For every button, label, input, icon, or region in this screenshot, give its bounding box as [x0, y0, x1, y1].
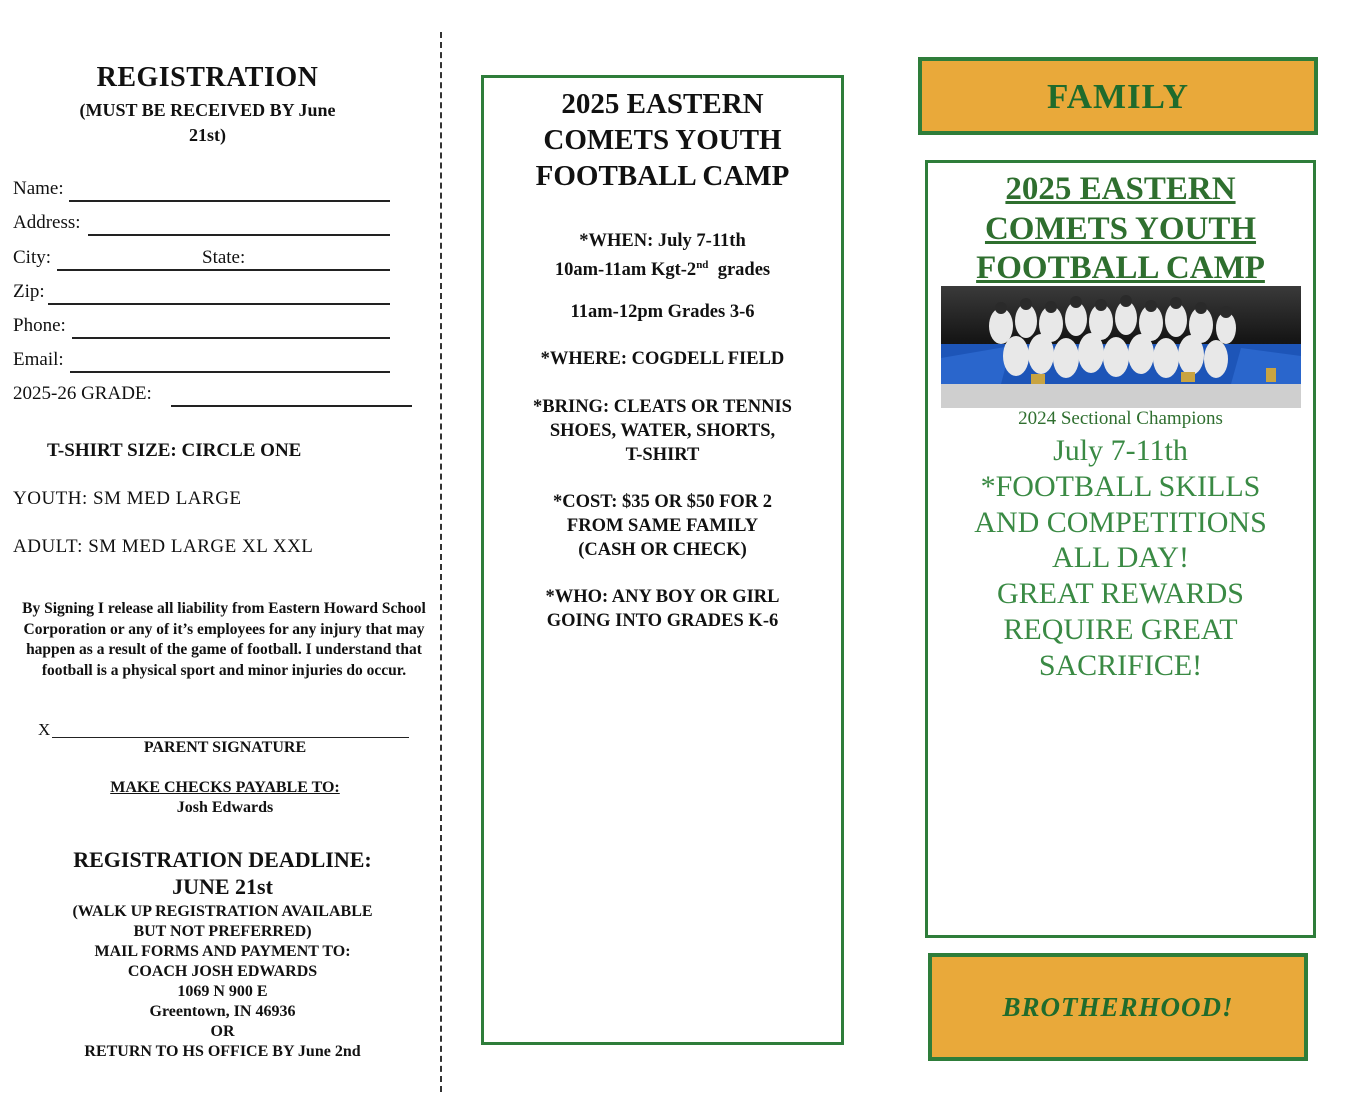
where-info: *WHERE: COGDELL FIELD	[540, 349, 785, 369]
phone-line	[72, 337, 390, 339]
mail-line: (WALK UP REGISTRATION AVAILABLE	[72, 903, 373, 920]
mail-line: BUT NOT PREFERRED)	[133, 923, 312, 940]
liability-waiver: By Signing I release all liability from Eastern Howard School Corporation or any of it’s employees for any injury that may happen as a result of the game of football. I understand that football is a physical sport and minor injuries do occur.	[22, 600, 426, 679]
registration-subtitle: (MUST BE RECEIVED BY June 21st)	[79, 100, 336, 145]
fold-divider	[440, 32, 442, 1092]
city-state-field[interactable]	[13, 245, 391, 271]
address-field[interactable]	[13, 210, 391, 236]
youth-sizes: YOUTH: SM MED LARGE	[13, 488, 242, 509]
phone-label: Phone:	[13, 315, 66, 336]
address-label: Address:	[13, 212, 81, 233]
city-line	[57, 269, 390, 271]
email-label: Email:	[13, 349, 64, 370]
tshirt-size-heading: T-SHIRT SIZE: CIRCLE ONE	[47, 440, 302, 461]
address-line	[88, 234, 390, 236]
grade-label: 2025-26 GRADE:	[13, 383, 152, 404]
name-label: Name:	[13, 178, 64, 199]
mail-line: 1069 N 900 E	[177, 983, 268, 1000]
signature-line[interactable]	[52, 737, 409, 738]
email-field[interactable]	[13, 347, 391, 373]
mail-line: COACH JOSH EDWARDS	[127, 963, 318, 980]
camp-details-title: 2025 EASTERN COMETS YOUTH FOOTBALL CAMP	[535, 88, 790, 192]
bring-info: *BRING: CLEATS OR TENNIS SHOES, WATER, SHORTS, T-SHIRT	[533, 397, 792, 465]
phone-field[interactable]	[13, 313, 391, 339]
registration-title: REGISTRATION	[96, 62, 319, 93]
mail-instructions	[20, 902, 425, 1062]
name-field[interactable]	[13, 176, 391, 202]
mail-line: Greentown, IN 46936	[149, 1003, 296, 1020]
mail-line: RETURN TO HS OFFICE BY June 2nd	[84, 1043, 361, 1060]
brotherhood-banner: BROTHERHOOD!	[928, 953, 1308, 1061]
cost-info: *COST: $35 OR $50 FOR 2 FROM SAME FAMILY (CASH OR CHECK)	[552, 492, 773, 560]
checks-payable-name: Josh Edwards	[176, 799, 274, 816]
photo-caption: 2024 Sectional Champions	[1018, 408, 1223, 429]
signature-x: X	[38, 720, 51, 739]
who-info: *WHO: ANY BOY OR GIRL GOING INTO GRADES K-6	[545, 587, 780, 631]
parent-signature-label: PARENT SIGNATURE	[143, 739, 307, 756]
registration-deadline: REGISTRATION DEADLINE: JUNE 21st	[73, 847, 372, 899]
grade-line	[171, 405, 412, 407]
family-banner: FAMILY	[918, 57, 1318, 135]
adult-sizes: ADULT: SM MED LARGE XL XXL	[13, 536, 314, 557]
zip-label: Zip:	[13, 281, 45, 302]
zip-line	[48, 303, 390, 305]
mail-line: OR	[210, 1023, 235, 1040]
camp-cover-text: July 7-11th *FOOTBALL SKILLS AND COMPETITIONS ALL DAY! GREAT REWARDS REQUIRE GREAT SACRIFICE!	[974, 434, 1267, 682]
grade-field[interactable]	[13, 381, 413, 407]
name-line	[69, 200, 390, 202]
team-photo	[941, 286, 1301, 408]
state-label: State:	[202, 247, 246, 268]
zip-field[interactable]	[13, 279, 391, 305]
camp-cover-title: 2025 EASTERN COMETS YOUTH FOOTBALL CAMP	[976, 171, 1265, 286]
when-grades-3-6: 11am-12pm Grades 3-6	[570, 302, 755, 322]
mail-line: MAIL FORMS AND PAYMENT TO:	[94, 943, 351, 960]
checks-payable-heading: MAKE CHECKS PAYABLE TO:	[110, 779, 340, 796]
email-line	[70, 371, 390, 373]
city-label: City:	[13, 247, 52, 268]
when-info: *WHEN: July 7-11th 10am-11am Kgt-2nd grades	[554, 231, 771, 281]
